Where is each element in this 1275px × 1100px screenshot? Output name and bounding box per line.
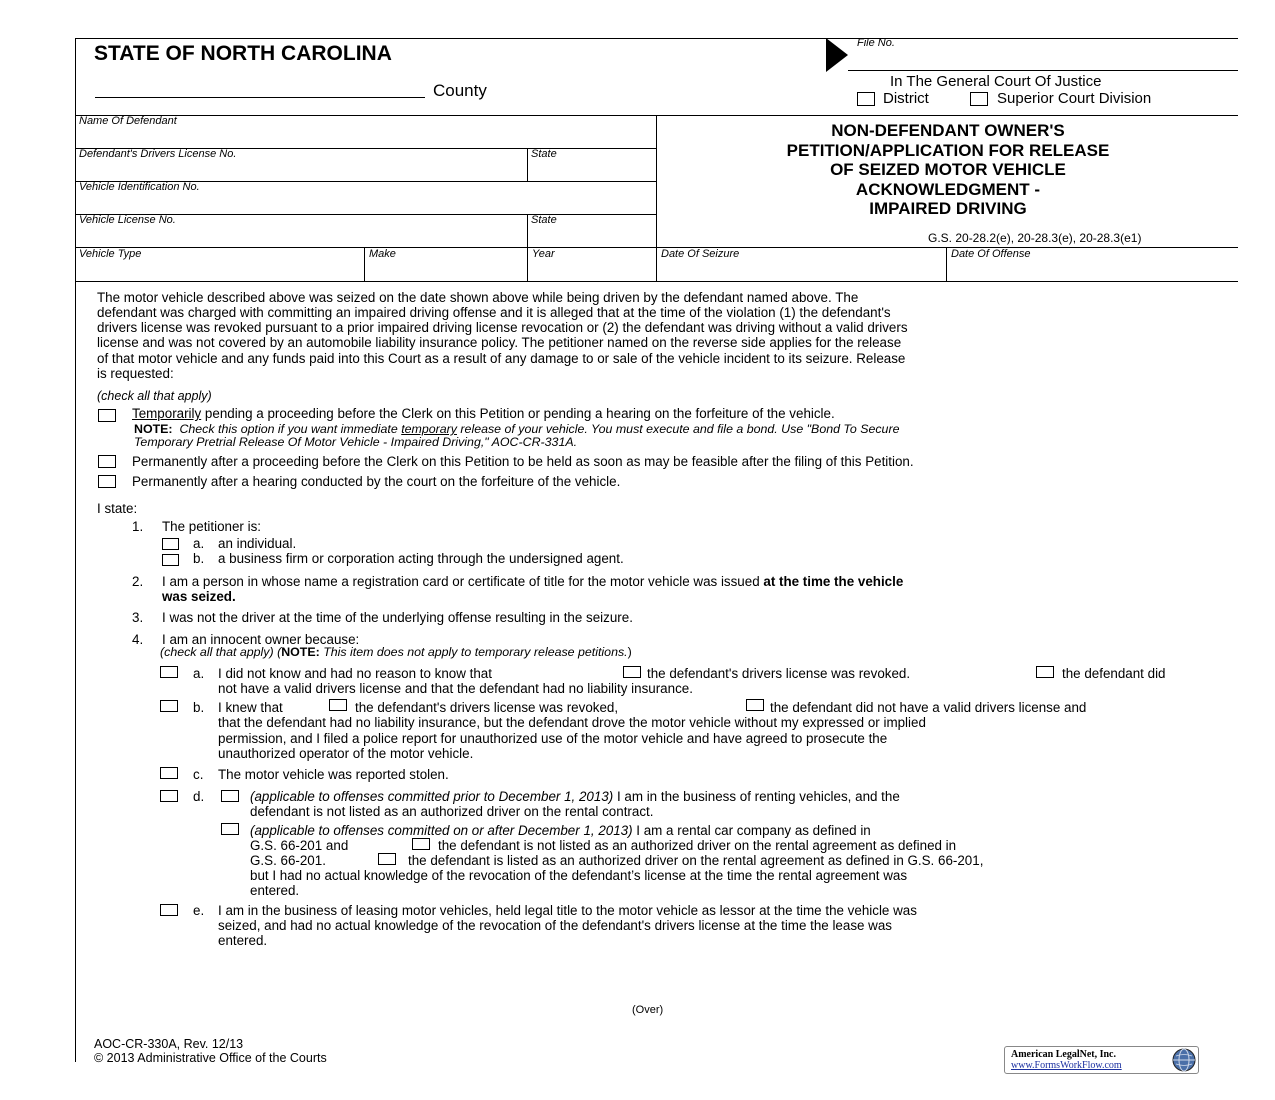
grid-mid-rule — [656, 115, 657, 282]
e-text-2: seized, and had no actual knowledge of the revocation of the defendant's drivers license at the time the lease was — [218, 918, 892, 933]
vin-field[interactable]: Vehicle Identification No. — [79, 181, 200, 193]
title-line: PETITION/APPLICATION FOR RELEASE — [786, 140, 1110, 160]
intro-line: of that motor vehicle and any funds paid into this Court as a result of any damage to or sale of the vehicle incident to its seizure. Release — [97, 351, 906, 366]
permanent-clerk-label: Permanently after a proceeding before the Clerk on this Petition to be held as soon as may be feasible after the filing of this Petition. — [132, 454, 914, 469]
temporary-release-label — [132, 406, 835, 421]
note-temporary: temporary — [401, 422, 457, 436]
item-number: 3. — [132, 610, 144, 625]
innocent-owner-note — [160, 645, 632, 659]
innocent-a-checkbox[interactable] — [160, 666, 178, 678]
d-text-8: but I had no actual knowledge of the revocation of the defendant’s license at the time the rental agreement was — [250, 868, 908, 883]
court-label: In The General Court Of Justice — [890, 73, 1102, 90]
left-rule — [75, 38, 76, 1062]
brand-name: American LegalNet, Inc. — [1011, 1049, 1116, 1060]
d-prior-checkbox[interactable] — [221, 790, 239, 802]
b-revoked-label: the defendant's drivers license was revoked, — [355, 700, 619, 715]
item-letter: b. — [193, 700, 205, 715]
copyright: © 2013 Administrative Office of the Courts — [94, 1051, 327, 1065]
b-text-4: unauthorized operator of the motor vehicle. — [218, 746, 474, 761]
form-title — [660, 121, 1236, 219]
vehicle-license-field[interactable]: Vehicle License No. — [79, 214, 176, 226]
note-line2: Temporary Pretrial Release Of Motor Vehicle - Impaired Driving," AOC-CR-331A. — [134, 435, 578, 449]
intro-line: license and was not covered by an automobile liability insurance policy. The petitioner named on the reverse side applies for the release — [97, 335, 902, 350]
b-text-3: permission, and I filed a police report for unauthorized use of the motor vehicle and have agreed to prosecute the — [218, 731, 888, 746]
grid-rule — [527, 214, 528, 281]
item-letter: a. — [193, 666, 205, 681]
vehicle-state-field[interactable]: State — [531, 214, 557, 226]
grid-rule — [75, 281, 1238, 282]
e-text: I am in the business of leasing motor vehicles, held legal title to the motor vehicle as lessor at the time the vehicle was — [218, 903, 917, 918]
item-letter: e. — [193, 903, 205, 918]
business-checkbox[interactable] — [162, 554, 179, 566]
state-heading: STATE OF NORTH CAROLINA — [94, 42, 392, 65]
title-line: OF SEIZED MOTOR VEHICLE — [830, 160, 1066, 180]
over-label: (Over) — [632, 1004, 664, 1016]
superior-checkbox[interactable] — [970, 92, 988, 106]
name-of-defendant-field[interactable]: Name Of Defendant — [79, 115, 177, 127]
item-number: 1. — [132, 519, 144, 534]
title-line: ACKNOWLEDGMENT - — [855, 179, 1041, 199]
brand-url[interactable]: www.FormsWorkFlow.com — [1011, 1060, 1122, 1071]
d-gs-text-2: G.S. 66-201. — [250, 853, 326, 868]
b-text-2: that the defendant had no liability insurance, but the defendant drove the motor vehicle without my expressed or implied — [218, 715, 926, 730]
note-text: Check this option if you want immediate — [179, 422, 402, 436]
temporary-release-checkbox[interactable] — [98, 409, 116, 422]
a-text: I did not know and had no reason to know that — [218, 666, 492, 681]
check-all-label: (check all that apply) — [97, 389, 212, 403]
intro-line: is requested: — [97, 366, 174, 381]
legalnet-badge[interactable] — [1004, 1046, 1199, 1074]
innocent-owner-statement: I am an innocent owner because: — [162, 632, 360, 647]
b-no-license-label: the defendant did not have a valid drivers license and — [770, 700, 1087, 715]
grid-rule — [75, 247, 1238, 248]
county-blank[interactable] — [95, 97, 425, 98]
grid-rule — [364, 247, 365, 281]
registration-text: I am a person in whose name a registration card or certificate of title for the motor vehicle was issued — [162, 574, 764, 589]
grid-rule — [527, 148, 528, 181]
county-label: County — [433, 81, 487, 100]
d-after-rest: I am a rental car company as defined in — [632, 823, 871, 838]
check-all-text: (check all that apply) ( — [160, 645, 282, 659]
grid-rule — [946, 247, 947, 281]
title-line: NON-DEFENDANT OWNER'S — [831, 121, 1065, 140]
intro-line: drivers license was revoked pursuant to a prior impaired driving license revocation or (2) the defendant was driving without a valid drivers — [97, 320, 908, 335]
item-letter: d. — [193, 789, 205, 804]
statute-ref: G.S. 20-28.2(e), 20-28.3(e), 20-28.3(e1) — [928, 231, 1142, 245]
permanent-clerk-checkbox[interactable] — [98, 455, 116, 468]
b-revoked-checkbox[interactable] — [329, 699, 347, 711]
district-label: District — [883, 90, 929, 107]
temporary-release-text: pending a proceeding before the Clerk on this Petition or pending a hearing on the forfeiture of the vehicle. — [201, 406, 835, 421]
registration-statement — [162, 574, 903, 589]
note-label: NOTE: — [281, 645, 320, 659]
date-of-seizure-field[interactable]: Date Of Seizure — [661, 248, 740, 260]
d-not-listed-label: the defendant is not listed as an authorized driver on the rental agreement as defined in — [438, 838, 957, 853]
individual-label: an individual. — [218, 536, 297, 551]
note-label: NOTE: — [134, 422, 173, 436]
vehicle-type-field[interactable]: Vehicle Type — [79, 248, 142, 260]
registration-bold-2: was seized. — [162, 589, 236, 604]
file-no-rule — [848, 70, 1238, 71]
d-after-italic: (applicable to offenses committed on or after December 1, 2013) — [250, 823, 633, 838]
innocent-e-checkbox[interactable] — [160, 904, 178, 916]
business-label: a business firm or corporation acting through the undersigned agent. — [218, 551, 624, 566]
d-not-listed-checkbox[interactable] — [412, 838, 430, 850]
top-rule — [75, 38, 1238, 39]
year-field[interactable]: Year — [532, 248, 555, 260]
a-text-2: not have a valid drivers license and that the defendant had no liability insurance. — [218, 681, 693, 696]
item-letter: b. — [193, 551, 205, 566]
i-state: I state: — [97, 501, 138, 516]
intro-line: The motor vehicle described above was seized on the date shown above while being driven by the defendant named above. The — [97, 290, 859, 305]
drivers-license-field[interactable]: Defendant's Drivers License No. — [79, 148, 237, 160]
d-prior-text-2: defendant is not listed as an authorized driver on the rental contract. — [250, 804, 654, 819]
form-number: AOC-CR-330A, Rev. 12/13 — [94, 1037, 244, 1051]
individual-checkbox[interactable] — [162, 538, 179, 550]
date-of-offense-field[interactable]: Date Of Offense — [951, 248, 1031, 260]
c-text: The motor vehicle was reported stolen. — [218, 767, 449, 782]
petitioner-is: The petitioner is: — [162, 519, 261, 534]
make-field[interactable]: Make — [369, 248, 396, 260]
innocent-c-checkbox[interactable] — [160, 767, 178, 779]
d-after-text — [250, 823, 871, 838]
permanent-court-label: Permanently after a hearing conducted by the court on the forfeiture of the vehicle. — [132, 474, 621, 489]
note-text: This item does not apply to temporary release petitions. — [319, 645, 628, 659]
district-checkbox[interactable] — [857, 92, 875, 106]
innocent-d-checkbox[interactable] — [160, 790, 178, 802]
globe-icon — [1171, 1047, 1197, 1073]
a-no-license-checkbox[interactable] — [1036, 666, 1054, 678]
b-no-license-checkbox[interactable] — [746, 699, 764, 711]
d-listed-label: the defendant is listed as an authorized driver on the rental agreement as defined in G.S. 66-201, — [408, 853, 984, 868]
dl-state-field[interactable]: State — [531, 148, 557, 160]
a-no-license-label: the defendant did — [1062, 666, 1166, 681]
d-gs-text: G.S. 66-201 and — [250, 838, 349, 853]
item-letter: a. — [193, 536, 205, 551]
item-number: 4. — [132, 632, 144, 647]
not-driver-statement: I was not the driver at the time of the underlying offense resulting in the seizure. — [162, 610, 633, 625]
note-close: ) — [627, 645, 632, 659]
d-prior-italic: (applicable to offenses committed prior to December 1, 2013) — [250, 789, 614, 804]
b-text: I knew that — [218, 700, 283, 715]
a-revoked-checkbox[interactable] — [623, 666, 641, 678]
permanent-court-checkbox[interactable] — [98, 475, 116, 488]
title-line: IMPAIRED DRIVING — [869, 199, 1027, 219]
file-no-label: File No. — [857, 37, 895, 49]
file-arrow-icon — [826, 38, 848, 72]
note-text-b: release of your vehicle. You must execute and file a bond. Use "Bond To Secure — [456, 422, 900, 436]
intro-line: defendant was charged with committing an impaired driving offense and it is alleged that at the time of the violation (1) the defendant's — [97, 305, 891, 320]
d-text-9: entered. — [250, 883, 300, 898]
temporarily-word: Temporarily — [132, 406, 202, 421]
e-text-3: entered. — [218, 933, 268, 948]
d-prior-rest: I am in the business of renting vehicles, and the — [613, 789, 900, 804]
item-letter: c. — [193, 767, 204, 782]
temporary-note — [134, 422, 899, 436]
innocent-b-checkbox[interactable] — [160, 700, 178, 712]
d-after-checkbox[interactable] — [221, 823, 239, 835]
d-listed-checkbox[interactable] — [378, 853, 396, 865]
registration-bold: at the time the vehicle — [763, 574, 904, 589]
item-number: 2. — [132, 574, 144, 589]
a-revoked-label: the defendant's drivers license was revoked. — [647, 666, 911, 681]
d-prior-text — [250, 789, 900, 804]
superior-label: Superior Court Division — [997, 90, 1152, 107]
